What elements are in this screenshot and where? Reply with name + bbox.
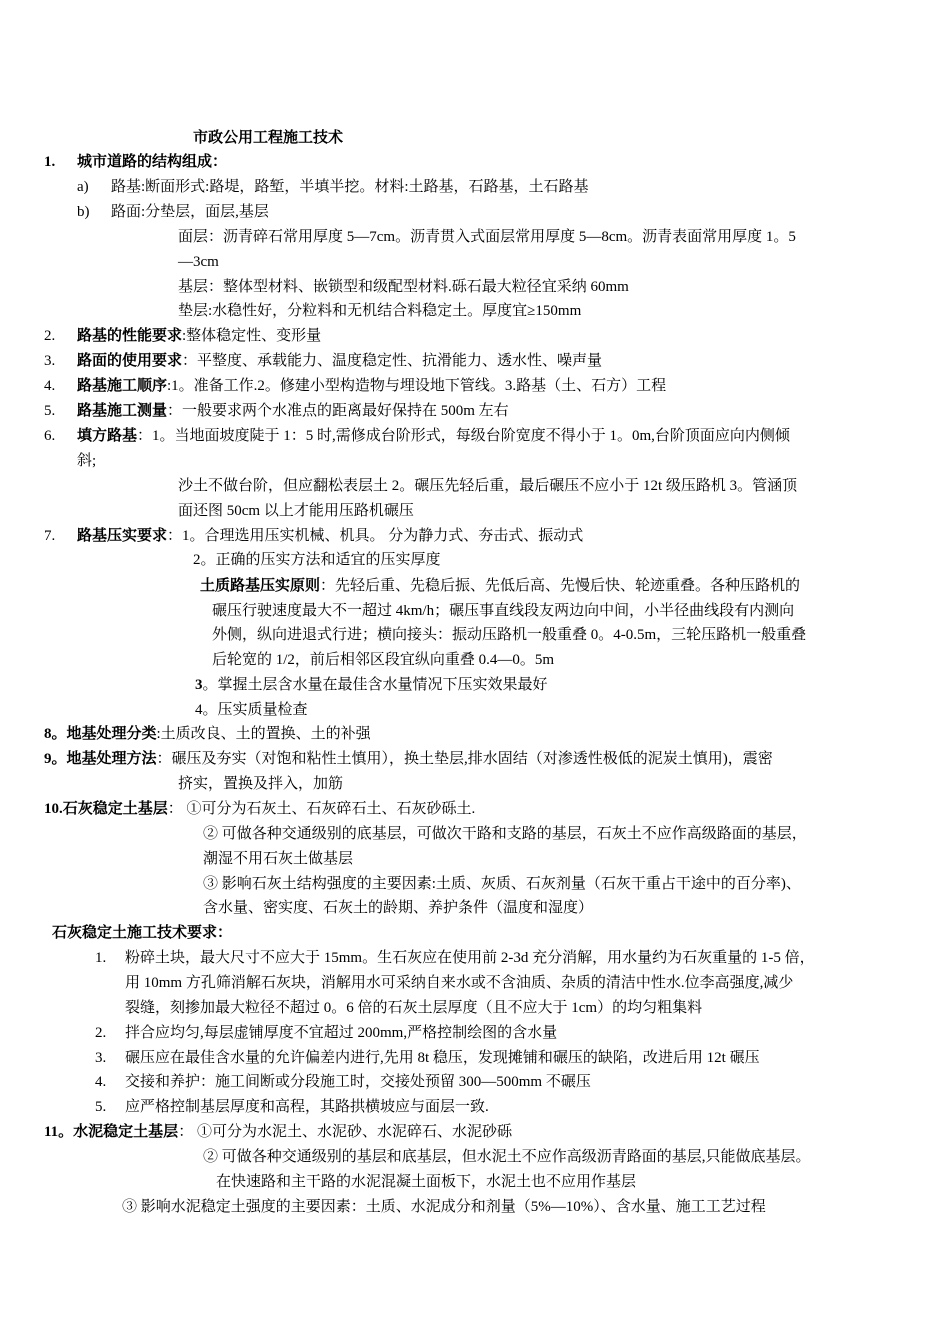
- s4-number: 4.: [44, 378, 56, 394]
- s2-text: :整体稳定性、变形量: [182, 328, 322, 344]
- s5-line: [77, 399, 509, 423]
- s11-line3: 在快速路和主干路的水泥混凝土面板下，水泥土也不应用作基层: [216, 1174, 637, 1190]
- lime-item1-number: 1.: [95, 950, 107, 966]
- s9-heading: 9。地基处理方法: [44, 751, 157, 767]
- lime-item4-number: 4.: [95, 1074, 107, 1090]
- s1-b-text: 路面:分垫层，面层,基层: [111, 204, 269, 220]
- s1-dianceng: 垫层:水稳性好，分粒料和无机结合料稳定土。厚度宜≥150mm: [178, 303, 582, 319]
- s8-line: [44, 722, 371, 746]
- lime-item1-line1: 粉碎土块，最大尺寸不应大于 15mm。生石灰应在使用前 2-3d 充分消解，用水量约为石灰重量的 1-5 倍，: [125, 950, 815, 966]
- s7-item3: [195, 673, 548, 697]
- s4-text: :1。准备工作.2。修建小型构造物与埋设地下管线。3.路基（土、石方）工程: [167, 378, 667, 394]
- s7-principle-heading: 土质路基压实原则: [200, 578, 321, 594]
- s10-line4: ③ 影响石灰土结构强度的主要因素:土质、灰质、石灰剂量（石灰干重占干途中的百分率)、: [203, 876, 801, 892]
- s9-text: ：碾压及夯实（对饱和粘性土慎用），换土垫层,排水固结（对渗透性极低的泥炭土慎用)，震密: [156, 751, 773, 767]
- s9-line2: 挤实，置换及拌入，加筋: [178, 776, 344, 792]
- s3-text: ：平整度、承载能力、温度稳定性、抗滑能力、透水性、噪声量: [182, 353, 603, 369]
- s2-heading: 路基的性能要求: [77, 328, 183, 344]
- s7-item3-text: 。掌握土层含水量在最佳含水量情况下压实效果最好: [202, 677, 548, 693]
- s5-number: 5.: [44, 403, 56, 419]
- s6-number: 6.: [44, 428, 56, 444]
- lime-requirements-heading: 石灰稳定土施工技术要求：: [52, 925, 233, 941]
- s1-heading: 城市道路的结构组成：: [77, 154, 228, 170]
- s4-heading: 路基施工顺序: [77, 378, 168, 394]
- s7-heading: 路基压实要求: [77, 528, 168, 544]
- s10-line2: ② 可做各种交通级别的底基层，可做次干路和支路的基层，石灰土不应作高级路面的基层，: [203, 826, 807, 842]
- s11-heading: 11。水泥稳定土基层: [44, 1124, 179, 1140]
- lime-item3-number: 3.: [95, 1050, 107, 1066]
- s8-heading: 8。地基处理分类: [44, 726, 157, 742]
- s1-b-marker: b): [77, 204, 90, 220]
- s1-mianceng-line2: —3cm: [178, 254, 219, 270]
- lime-item1-line2: 用 10mm 方孔筛消解石灰块，消解用水可采纳自来水或不含油质、杂质的清洁中性水.位李高强度,减少: [125, 975, 794, 991]
- s6-line4: 面还图 50cm 以上才能用压路机碾压: [178, 503, 414, 519]
- s1-a-text: 路基:断面形式:路堤，路堑，半填半挖。材料:土路基，石路基，土石路基: [111, 179, 589, 195]
- lime-item2-number: 2.: [95, 1025, 107, 1041]
- s7-principle-line1: [200, 574, 800, 598]
- s7-number: 7.: [44, 528, 56, 544]
- s7-item2: 2。正确的压实方法和适宜的压实厚度: [193, 552, 441, 568]
- s10-heading: 10.石灰稳定土基层: [44, 801, 168, 817]
- s6-line2: 斜;: [77, 453, 97, 469]
- s7-principle-line3: 外侧，纵向进退式行进；横向接头：振动压路机一般重叠 0。4-0.5m，三轮压路机一般重叠: [212, 627, 807, 643]
- lime-item1-line3: 裂缝，刻掺加最大粒径不超过 0。6 倍的石灰土层厚度（且不应大于 1cm）的均匀粗集料: [125, 1000, 703, 1016]
- s10-line3: 潮湿不用石灰土做基层: [203, 851, 354, 867]
- s7-principle-text1: ：先轻后重、先稳后振、先低后高、先慢后快、轮迹重叠。各种压路机的: [320, 578, 801, 594]
- s1-number: 1.: [44, 154, 56, 170]
- s11-text: ： ①可分为水泥土、水泥砂、水泥碎石、水泥砂砾: [178, 1124, 512, 1140]
- s6-heading: 填方路基: [77, 428, 138, 444]
- s7-principle-line2: 碾压行驶速度最大不一超过 4km/h；碾压事直线段友两边向中间，小半径曲线段有内测向: [212, 603, 795, 619]
- s10-line5: 含水量、密实度、石灰土的龄期、养护条件（温度和湿度）: [203, 900, 594, 916]
- s3-number: 3.: [44, 353, 56, 369]
- s7-line: [77, 524, 583, 548]
- lime-item5-text: 应严格控制基层厚度和高程，其路拱横坡应与面层一致.: [125, 1099, 489, 1115]
- s3-heading: 路面的使用要求: [77, 353, 183, 369]
- s11-line4: ③ 影响水泥稳定土强度的主要因素：土质、水泥成分和剂量（5%—10%）、含水量、施工工艺过程: [122, 1199, 766, 1215]
- doc-title: 市政公用工程施工技术: [193, 130, 344, 146]
- s11-line: [44, 1120, 512, 1144]
- s7-principle-line4: 后轮宽的 1/2，前后相邻区段宜纵向重叠 0.4—0。5m: [212, 652, 555, 668]
- s6-line: [77, 424, 790, 448]
- s6-text: ：1。当地面坡度陡于 1：5 时,需修成台阶形式，每级台阶宽度不得小于 1。0m,台阶顶面应向内侧倾: [137, 428, 790, 444]
- lime-item4-text: 交接和养护：施工间断或分段施工时，交接处预留 300—500mm 不碾压: [125, 1074, 591, 1090]
- s5-text: ：一般要求两个水准点的距离最好保持在 500m 左右: [167, 403, 509, 419]
- s2-line: [77, 324, 321, 348]
- s7-item4: 4。压实质量检查: [195, 702, 308, 718]
- s7-text: ：1。合理选用压实机械、机具。 分为静力式、夯击式、振动式: [167, 528, 584, 544]
- s1-jiceng: 基层：整体型材料、嵌锁型和级配型材料.砾石最大粒径宜采纳 60mm: [178, 279, 629, 295]
- lime-item5-number: 5.: [95, 1099, 107, 1115]
- s5-heading: 路基施工测量: [77, 403, 168, 419]
- s7-item3-number: 3: [195, 677, 203, 693]
- s6-line3: 沙土不做台阶，但应翻松表层土 2。碾压先轻后重，最后碾压不应小于 12t 级压路机 3。管涵顶: [178, 478, 798, 494]
- s8-text: :土质改良、土的置换、土的补强: [156, 726, 371, 742]
- s4-line: [77, 374, 666, 398]
- lime-item3-text: 碾压应在最佳含水量的允许偏差内进行,先用 8t 稳压，发现摊铺和碾压的缺陷，改进后用 12t 碾压: [125, 1050, 760, 1066]
- s1-mianceng-line1: 面层：沥青碎石常用厚度 5—7cm。沥青贯入式面层常用厚度 5—8cm。沥青表面常用厚度 1。5: [178, 229, 796, 245]
- s1-a-marker: a): [77, 179, 89, 195]
- s10-line: [44, 797, 475, 821]
- s2-number: 2.: [44, 328, 56, 344]
- s11-line2: ② 可做各种交通级别的基层和底基层，但水泥土不应作高级沥青路面的基层,只能做底基层。: [203, 1149, 811, 1165]
- s10-text: ： ①可分为石灰土、石灰碎石土、石灰砂砾土.: [167, 801, 476, 817]
- s3-line: [77, 349, 602, 373]
- s9-line: [44, 747, 773, 771]
- lime-item2-text: 拌合应均匀,每层虚铺厚度不宜超过 200mm,严格控制绘图的含水量: [125, 1025, 558, 1041]
